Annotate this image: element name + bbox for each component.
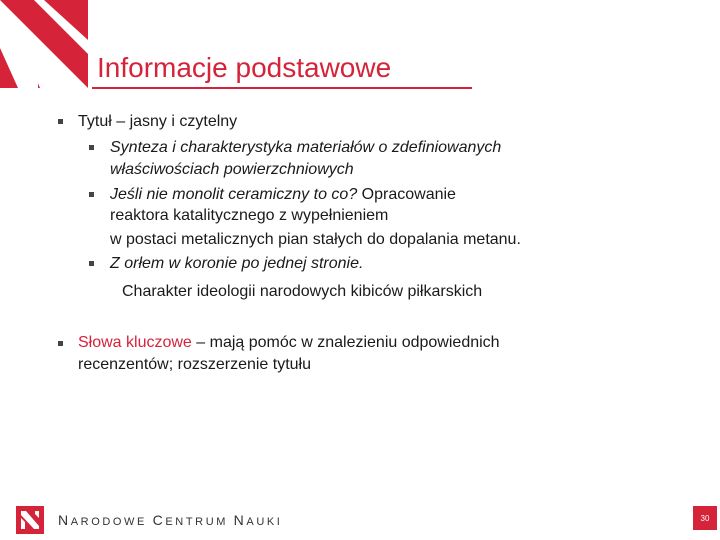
- bullet-marker: [58, 119, 63, 124]
- ncn-logo-icon: [0, 0, 88, 88]
- bullet-text: Tytuł – jasny i czytelny: [78, 113, 238, 130]
- sub-bullet-text: Z orłem w koronie po jednej stronie.: [110, 255, 364, 272]
- sub-bullet-text: Charakter ideologii narodowych kibiców piłkarskich: [122, 283, 483, 300]
- bullet-text: recenzentów; rozszerzenie tytułu: [78, 356, 311, 373]
- ncn-logo-icon: [16, 506, 44, 534]
- sub-bullet-marker: [89, 145, 94, 150]
- sub-bullet-rest: Opracowanie: [357, 186, 456, 203]
- sub-bullet-text: właściwościach powierzchniowych: [110, 161, 354, 178]
- page-number: 30: [693, 506, 717, 530]
- sub-bullet-text: reaktora katalitycznego z wypełnieniem: [110, 207, 389, 224]
- sub-bullet-marker: [89, 261, 94, 266]
- sub-bullet-italic: Jeśli nie monolit ceramiczny to co?: [110, 186, 358, 203]
- sub-bullet-text: Synteza i charakterystyka materiałów o zdefiniowanych: [110, 139, 502, 156]
- keywords-label: Słowa kluczowe: [78, 334, 192, 351]
- footer-org-name: NARODOWE CENTRUM NAUKI: [58, 512, 283, 528]
- sub-bullet-text: w postaci metalicznych pian stałych do dopalania metanu.: [110, 231, 521, 248]
- title-underline: [92, 87, 472, 89]
- sub-bullet-text: [110, 185, 456, 205]
- page-title: Informacje podstawowe: [97, 52, 392, 83]
- bullet-marker: [58, 341, 63, 346]
- bullet-text: [78, 333, 500, 353]
- sub-bullet-marker: [89, 192, 94, 197]
- bullet-rest: – mają pomóc w znalezieniu odpowiednich: [191, 334, 500, 351]
